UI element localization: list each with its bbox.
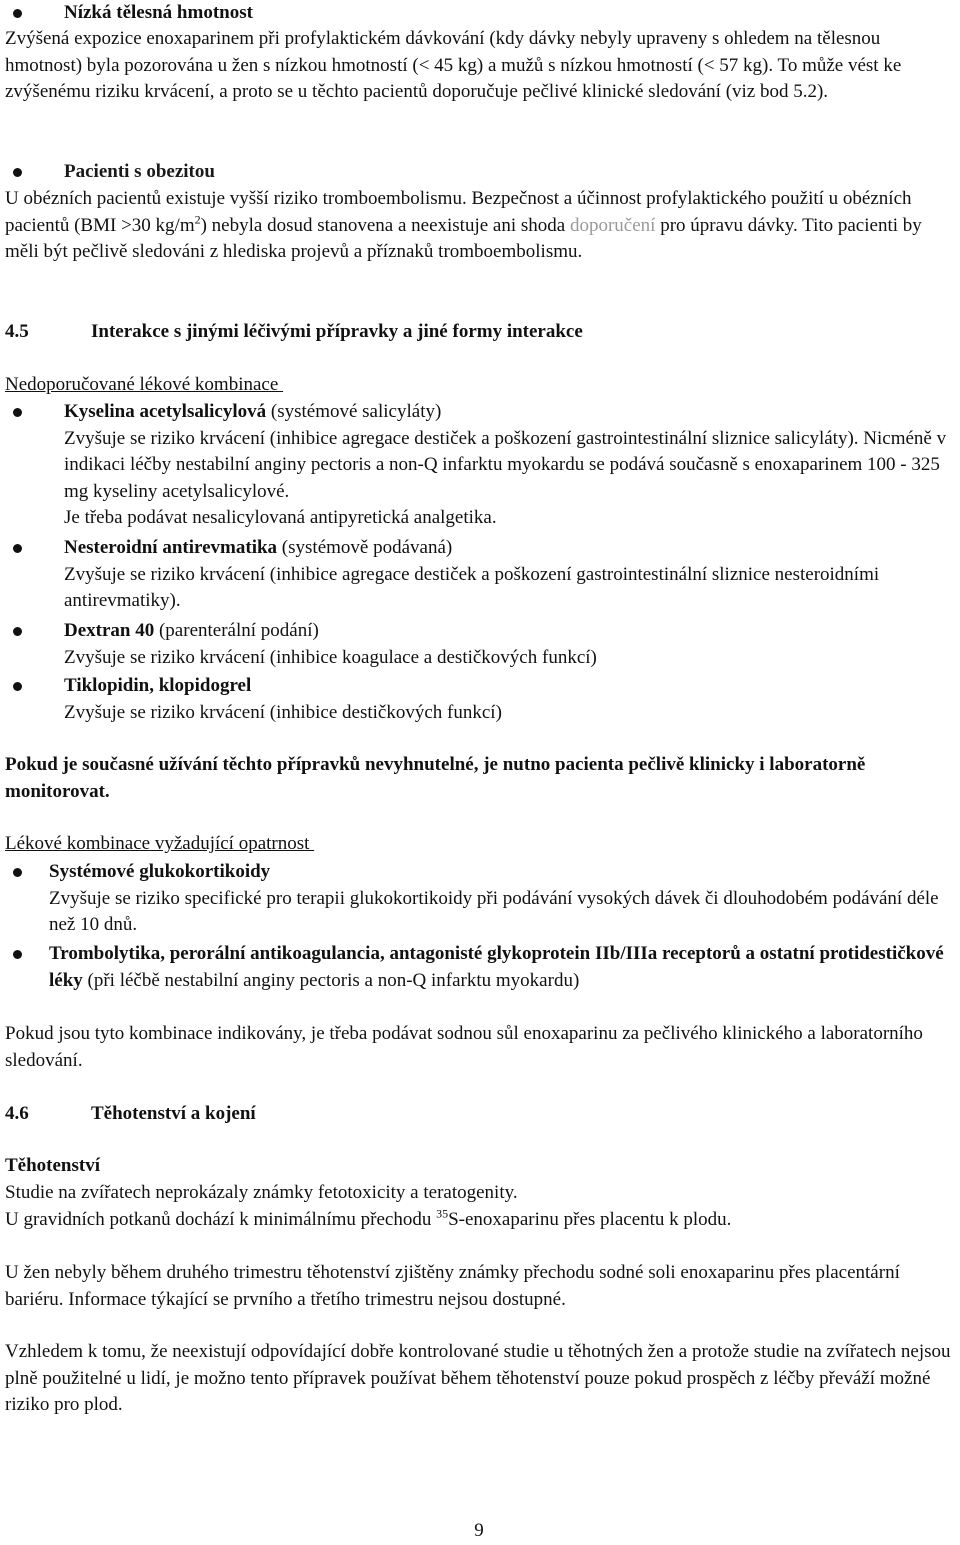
interaction-text: Zvyšuje se riziko krvácení (inhibice agregace destiček a poškození gastrointestinální sliznice nesteroidními antirevmatiky). xyxy=(64,563,880,611)
interaction-name: Dextran 40 xyxy=(64,620,155,641)
obesity-text-3: pro úpravu dávky. Tito pacienti by měli být pečlivě sledováni z hlediska projevů a příznaků tromboembolismu. xyxy=(5,214,922,262)
pregnancy-line-1: Studie na zvířatech neprokázaly známky fetotoxicity a teratogenity. xyxy=(5,1182,518,1203)
section-title: Interakce s jinými léčivými přípravky a jiné formy interakce xyxy=(91,321,583,342)
low-weight-heading: Nízká tělesná hmotnost xyxy=(64,2,253,23)
low-weight-text: Zvýšená expozice enoxaparinem při profylaktickém dávkování (kdy dávky nebyly upraveny s ohledem na tělesnou hmotnost) byla pozorována u žen s nízkou hmotností (< 45 kg) a mužů s nízkou hmotností (< 57 kg). To může vést ke zvýšenému riziku krvácení, a proto se u těchto pacientů doporučuje pečlivé klinické sledování (viz bod 5.2). xyxy=(5,28,902,102)
interaction-text: Zvyšuje se riziko krvácení (inhibice koagulace a destičkových funkcí) xyxy=(64,646,597,668)
section-title: Těhotenství a kojení xyxy=(91,1103,256,1124)
obesity-grey-word: doporučení xyxy=(569,214,656,236)
interaction-item xyxy=(5,618,954,671)
caution-name: Systémové glukokortikoidy xyxy=(49,861,271,882)
page-number: 9 xyxy=(474,1520,484,1541)
interaction-text: Zvyšuje se riziko krvácení (inhibice destičkových funkcí) xyxy=(64,701,502,723)
caution-item xyxy=(5,941,949,994)
pregnancy-line-2b: S-enoxaparinu přes placentu k plodu. xyxy=(448,1209,732,1230)
pregnancy-paragraph-3: Vzhledem k tomu, že neexistují odpovídající dobře kontrolované studie u těhotných žen a protože studie na zvířatech nejsou plně použitelné u lidí, je možno tento přípravek používat během těhotenství pouze pokud prospěch z léčby převáží možné riziko pro plod. xyxy=(5,1341,951,1415)
interaction-name: Nesteroidní antirevmatika xyxy=(64,537,278,558)
obesity-heading: Pacienti s obezitou xyxy=(64,161,215,182)
section-4-5-heading xyxy=(5,319,583,346)
obesity-bullet xyxy=(5,159,954,186)
obesity-text-2: ) nebyla dosud stanovena a neexistuje ani shoda xyxy=(200,214,566,236)
monitoring-warning: Pokud je současné užívání těchto přípravků nevyhnutelné, je nutno pacienta pečlivě klinicky i laboratorně monitorovat. xyxy=(5,754,866,802)
interaction-item xyxy=(5,673,954,726)
section-number: 4.5 xyxy=(5,321,29,342)
interaction-item xyxy=(5,399,954,532)
interaction-note: (parenterální podání) xyxy=(154,620,319,641)
not-recommended-heading: Nedoporučované lékové kombinace xyxy=(5,374,284,395)
obesity-text xyxy=(5,186,950,266)
caution-name: Trombolytika, perorální antikoagulancia, antagonisté glykoprotein IIb/IIIa receptorů a ostatní protidestičkové léky xyxy=(49,943,944,991)
pregnancy-heading: Těhotenství xyxy=(5,1155,100,1176)
obesity-superscript: 2 xyxy=(194,212,201,227)
interaction-name: Tiklopidin, klopidogrel xyxy=(64,675,252,696)
section-number: 4.6 xyxy=(5,1103,29,1124)
pregnancy-line-2a: U gravidních potkanů dochází k minimálnímu přechodu xyxy=(5,1209,437,1230)
interaction-text-extra: Je třeba podávat nesalicylovaná antipyretická analgetika. xyxy=(64,507,497,528)
caution-item xyxy=(5,859,939,939)
section-4-6-heading xyxy=(5,1101,256,1128)
interaction-text: Zvyšuje se riziko krvácení (inhibice agregace destiček a poškození gastrointestinální sliznice salicyláty). Nicméně v indikaci léčby nestabilní anginy pectoris a non-Q infarktu myokardu se podává současně s enoxaparinem 100 - 325 mg kyseliny acetylsalicylové. xyxy=(64,427,947,502)
obesity-text-1: U obézních pacientů existuje vyšší riziko tromboembolismu. Bezpečnost a účinnost profylaktického použití u obézních pacientů (BMI >30 kg/m xyxy=(5,188,912,236)
interaction-note: (systémové salicyláty) xyxy=(266,401,442,422)
interaction-note: (systémově podávaná) xyxy=(277,537,453,558)
pregnancy-paragraph-2: U žen nebyly během druhého trimestru těhotenství zjištěny známky přechodu sodné soli enoxaparinu přes placentární bariéru. Informace týkající se prvního a třetího trimestru nejsou dostupné. xyxy=(5,1262,900,1310)
caution-text: Zvyšuje se riziko specifické pro terapii glukokortikoidy při podávání vysokých dávek či dlouhodobém podávání déle než 10 dnů. xyxy=(49,887,939,935)
interaction-name: Kyselina acetylsalicylová xyxy=(64,401,267,422)
caution-text: (při léčbě nestabilní anginy pectoris a non-Q infarktu myokardu) xyxy=(82,969,580,991)
pregnancy-line-2 xyxy=(5,1207,731,1234)
isotope-superscript: 35 xyxy=(436,1206,449,1221)
low-weight-bullet xyxy=(5,0,960,27)
closing-paragraph: Pokud jsou tyto kombinace indikovány, je třeba podávat sodnou sůl enoxaparinu za pečlivého klinického a laboratorního sledování. xyxy=(5,1023,923,1071)
caution-heading: Lékové kombinace vyžadující opatrnost xyxy=(5,833,315,854)
interaction-item xyxy=(5,535,954,615)
